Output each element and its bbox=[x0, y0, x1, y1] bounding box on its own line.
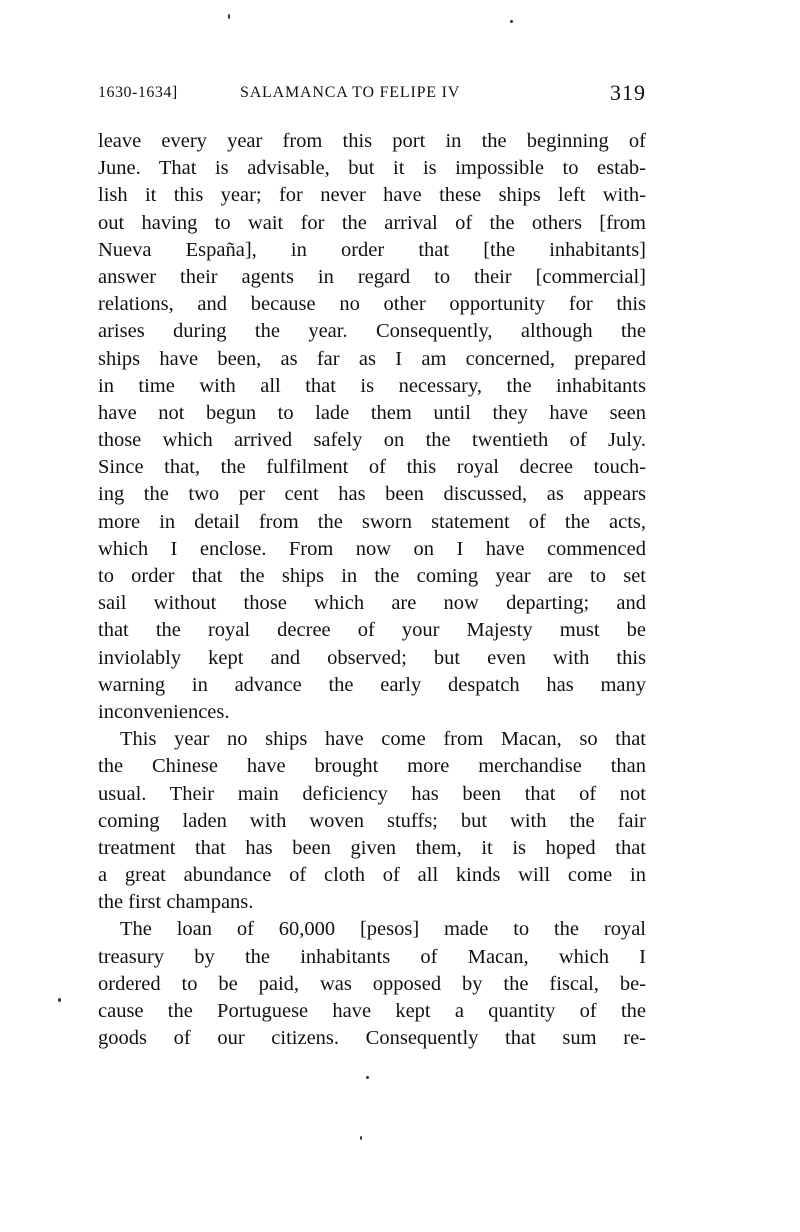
text-line: answer their agents in regard to their [commercial] bbox=[98, 265, 646, 288]
page-number: 319 bbox=[610, 80, 646, 105]
text-line: Nueva España], in order that [the inhabitants] bbox=[98, 238, 646, 261]
text-line: goods of our citizens. Consequently that sum re- bbox=[98, 1027, 646, 1050]
text-line: ordered to be paid, was opposed by the fiscal, be- bbox=[98, 972, 646, 995]
text-line: in time with all that is necessary, the inhabitants bbox=[98, 374, 646, 397]
text-line: ships have been, as far as I am concerned, prepared bbox=[98, 347, 646, 370]
text-line: out having to wait for the arrival of the others [from bbox=[98, 211, 646, 234]
text-line: treasury by the inhabitants of Macan, which I bbox=[98, 945, 646, 968]
scan-speck bbox=[366, 1076, 369, 1079]
text-line: have not begun to lade them until they have seen bbox=[98, 401, 646, 424]
scan-speck bbox=[360, 1136, 362, 1140]
text-line: Since that, the fulfilment of this royal decree touch- bbox=[98, 456, 646, 479]
scan-speck bbox=[58, 998, 61, 1002]
paragraph-1 bbox=[98, 128, 646, 726]
scan-speck bbox=[228, 14, 230, 19]
text-line: cause the Portuguese have kept a quantity of the bbox=[98, 1000, 646, 1022]
text-line: usual. Their main deficiency has been that of not bbox=[98, 782, 646, 805]
text-line: arises during the year. Consequently, although the bbox=[98, 320, 646, 343]
paragraph-3 bbox=[98, 916, 646, 1052]
text-line: to order that the ships in the coming year are to set bbox=[98, 565, 646, 587]
text-line: more in detail from the sworn statement of the acts, bbox=[98, 510, 646, 533]
text-line: inconveniences. bbox=[98, 700, 230, 723]
text-line: ing the two per cent has been discussed, as appears bbox=[98, 483, 646, 506]
text-line: leave every year from this port in the beginning of bbox=[98, 130, 646, 152]
text-line: coming laden with woven stuffs; but with the fair bbox=[98, 809, 646, 832]
text-line: the Chinese have brought more merchandise than bbox=[98, 755, 646, 778]
scan-speck bbox=[510, 20, 513, 23]
body-text bbox=[98, 128, 646, 1052]
text-line: the first champans. bbox=[98, 891, 254, 914]
running-head bbox=[98, 80, 646, 110]
text-line: a great abundance of cloth of all kinds will come in bbox=[98, 864, 646, 887]
running-head-title: SALAMANCA TO FELIPE IV bbox=[240, 84, 461, 101]
text-line: which I enclose. From now on I have commenced bbox=[98, 537, 646, 560]
text-line: warning in advance the early despatch has many bbox=[98, 673, 646, 696]
text-line: that the royal decree of your Majesty must be bbox=[98, 619, 646, 642]
text-line: The loan of 60,000 [pesos] made to the royal bbox=[120, 918, 646, 941]
text-line: inviolably kept and observed; but even with this bbox=[98, 646, 646, 669]
text-line: those which arrived safely on the twentieth of July. bbox=[98, 429, 646, 452]
text-line: sail without those which are now departing; and bbox=[98, 592, 646, 615]
paragraph-2 bbox=[98, 726, 646, 916]
text-line: June. That is advisable, but it is impossible to estab- bbox=[98, 157, 646, 180]
running-head-years: 1630-1634] bbox=[98, 84, 178, 101]
text-line: treatment that has been given them, it is hoped that bbox=[98, 836, 646, 859]
text-line: This year no ships have come from Macan, so that bbox=[120, 728, 646, 751]
text-line: relations, and because no other opportunity for this bbox=[98, 293, 646, 316]
text-line: lish it this year; for never have these ships left with- bbox=[98, 184, 646, 207]
